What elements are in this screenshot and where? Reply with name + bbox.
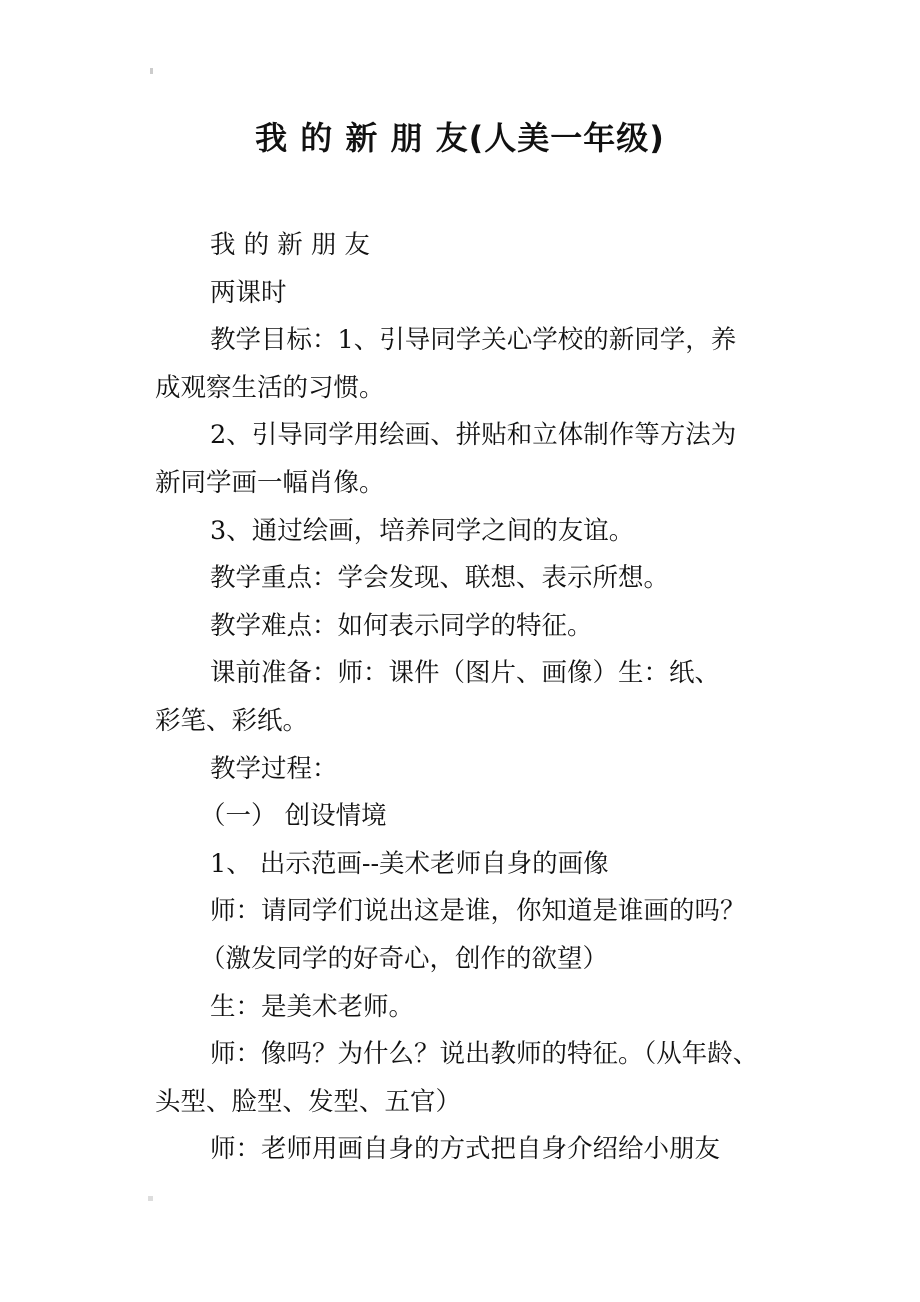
paragraph-line: 教学难点：如何表示同学的特征。	[210, 610, 593, 641]
paragraph-line: 彩笔、彩纸。	[155, 705, 309, 736]
paragraph-line: 两课时	[210, 277, 287, 308]
document-body	[155, 222, 795, 1174]
paragraph-line: 头型、脸型、发型、五官）	[155, 1086, 462, 1117]
paragraph-line: 教学重点：学会发现、联想、表示所想。	[210, 563, 670, 594]
paragraph-line: 我 的 新 朋 友	[210, 230, 370, 260]
paragraph-line: 新同学画一幅肖像。	[155, 467, 385, 498]
paragraph-line: 师：老师用画自身的方式把自身介绍给小朋友	[210, 1134, 721, 1165]
paragraph-line: 2、引导同学用绘画、拼贴和立体制作等方法为	[210, 420, 737, 451]
paragraph-line: 成观察生活的习惯。	[155, 372, 385, 403]
section-heading: （一） 创设情境	[200, 801, 387, 832]
paragraph-line: 教学目标：1、引导同学关心学校的新同学，养	[210, 325, 737, 356]
paragraph-line: 生：是美术老师。	[210, 991, 415, 1022]
paragraph-line: 教学过程：	[210, 753, 338, 784]
paragraph-line: 课前准备：师：课件（图片、画像）生：纸、	[210, 658, 721, 689]
scan-mark-bottom	[148, 1196, 153, 1201]
document-title: 我 的 新 朋 友(人美一年级)	[255, 119, 665, 157]
paragraph-line: 师：像吗？为什么？说出教师的特征。（从年龄、	[210, 1039, 759, 1070]
scan-mark-top	[150, 68, 153, 74]
paragraph-line: 1、 出示范画--美术老师自身的画像	[210, 848, 609, 879]
paragraph-line: （激发同学的好奇心，创作的欲望）	[200, 943, 609, 974]
paragraph-line: 师：请同学们说出这是谁，你知道是谁画的吗？	[210, 896, 746, 927]
paragraph-line: 3、通过绘画，培养同学之间的友谊。	[210, 515, 635, 546]
